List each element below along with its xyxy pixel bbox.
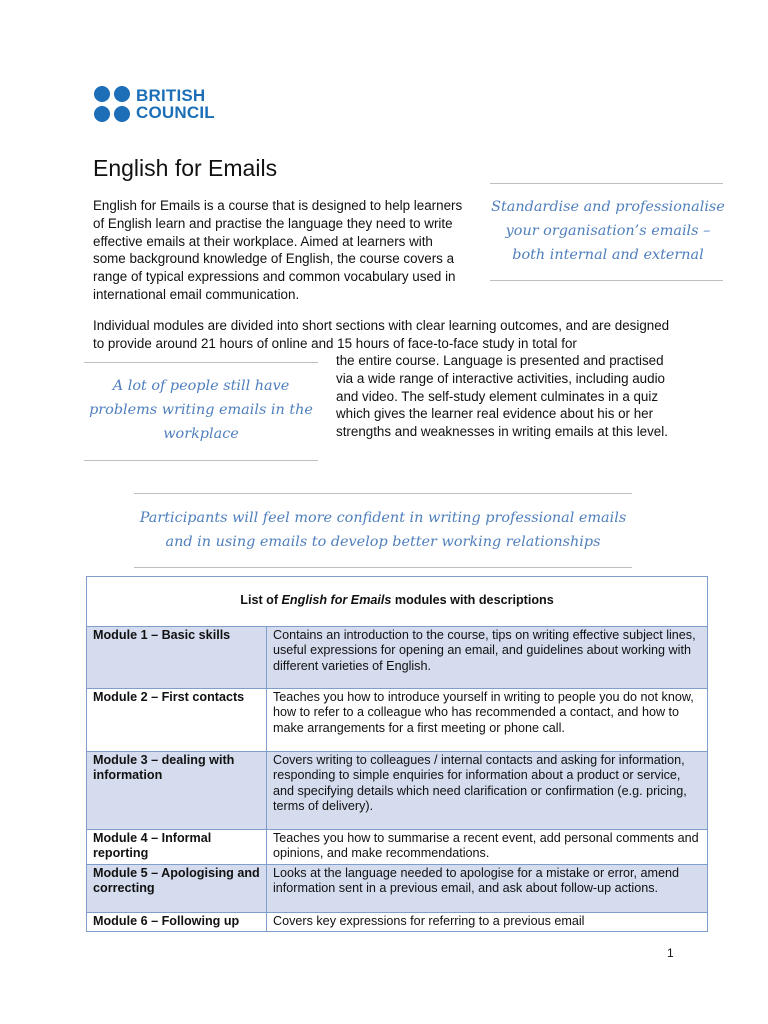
quote-2-top-rule bbox=[84, 362, 318, 363]
british-council-logo bbox=[94, 86, 215, 122]
table-caption bbox=[87, 577, 708, 627]
logo-wordmark bbox=[136, 87, 215, 121]
quote-1-top-rule bbox=[490, 183, 723, 184]
module-description: Covers writing to colleagues / internal contacts and asking for information, responding to simple enquiries for information about a product or service, and specifying details which need clarification or confirmation (e.g. pricing, terms of delivery). bbox=[267, 752, 708, 830]
module-name: Module 4 – Informal reporting bbox=[87, 830, 267, 865]
module-description: Teaches you how to summarise a recent event, add personal comments and opinions, and make recommendations. bbox=[267, 830, 708, 865]
logo-line-1: BRITISH bbox=[136, 86, 206, 105]
table-row bbox=[87, 627, 708, 689]
module-description: Covers key expressions for referring to a previous email bbox=[267, 912, 708, 931]
page-number: 1 bbox=[667, 946, 674, 960]
body-paragraph-start: Individual modules are divided into short sections with clear learning outcomes, and are designed to provide around 21 hours of online and 15 hours of face-to-face study in total for bbox=[93, 318, 670, 351]
module-name: Module 2 – First contacts bbox=[87, 689, 267, 752]
module-description: Contains an introduction to the course, tips on writing effective subject lines, useful expressions for opening an email, and guidelines about working with different varieties of English. bbox=[267, 627, 708, 689]
module-name: Module 5 – Apologising and correcting bbox=[87, 864, 267, 912]
table-row bbox=[87, 864, 708, 912]
body-paragraph-continued: the entire course. Language is presented and practised via a wide range of interactive activities, including audio and video. The self-study element culminates in a quiz which gives the learner real evidence about his or her strengths and weaknesses in writing emails at this level. bbox=[336, 353, 668, 440]
quote-3-top-rule bbox=[134, 493, 632, 494]
pull-quote-2: A lot of people still have problems writing emails in the workplace bbox=[89, 378, 313, 442]
pull-quote-3: Participants will feel more confident in writing professional emails and in using emails to develop better working relationships bbox=[139, 510, 627, 550]
quote-3-bottom-rule bbox=[134, 567, 632, 568]
pull-quote-1: Standardise and professionalise your organisation’s emails – both internal and external bbox=[491, 199, 725, 263]
logo-line-2: COUNCIL bbox=[136, 103, 215, 122]
page-title: English for Emails bbox=[93, 155, 278, 181]
module-description: Looks at the language needed to apologise for a mistake or error, amend information sent in a previous email, and ask about follow-up actions. bbox=[267, 864, 708, 912]
module-name: Module 3 – dealing with information bbox=[87, 752, 267, 830]
modules-table bbox=[86, 576, 708, 932]
table-row bbox=[87, 689, 708, 752]
quote-1-bottom-rule bbox=[490, 280, 723, 281]
table-caption-pre: List of bbox=[240, 593, 282, 608]
table-caption-course: English for Emails bbox=[281, 593, 392, 608]
table-row bbox=[87, 752, 708, 830]
table-caption-post: modules with descriptions bbox=[391, 593, 554, 608]
table-row bbox=[87, 912, 708, 931]
logo-dots-icon bbox=[94, 86, 130, 122]
intro-paragraph: English for Emails is a course that is designed to help learners of English learn and practise the language they need to write effective emails at their workplace. Aimed at learners with some background knowledge of English, the course covers a range of typical expressions and common vocabulary used in international email communication. bbox=[93, 198, 463, 302]
module-name: Module 6 – Following up bbox=[87, 912, 267, 931]
quote-2-bottom-rule bbox=[84, 460, 318, 461]
module-name: Module 1 – Basic skills bbox=[87, 627, 267, 689]
table-row bbox=[87, 830, 708, 865]
module-description: Teaches you how to introduce yourself in writing to people you do not know, how to refer to a colleague who has recommended a contact, and how to make arrangements for a first meeting or phone call. bbox=[267, 689, 708, 752]
